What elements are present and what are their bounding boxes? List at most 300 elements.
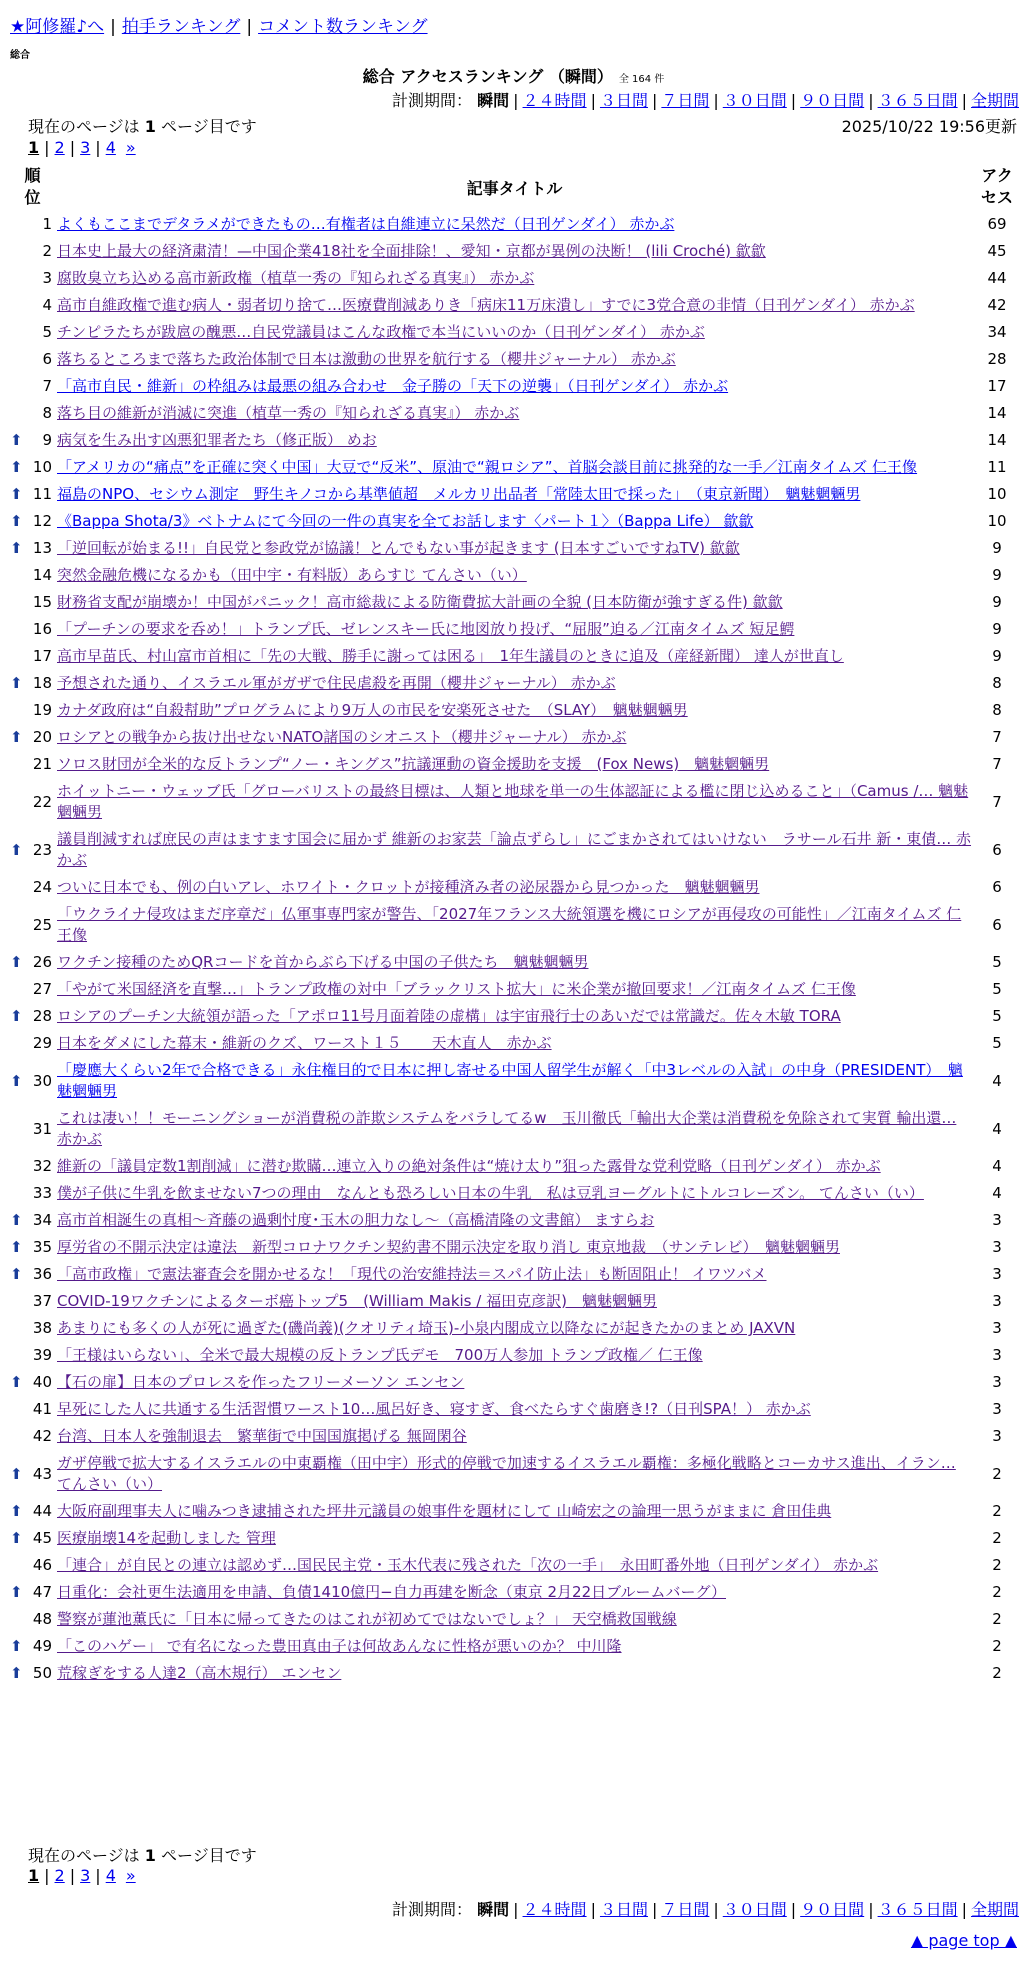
updated-timestamp: 2025/10/22 19:56更新 [841,117,1017,136]
rank-number: 33 [32,1184,52,1202]
article-title-cell [55,643,974,670]
rank-up-icon: ⬆ [10,1071,23,1090]
table-row [10,481,1020,508]
pager-separator: | [44,1866,50,1885]
pager-page-4[interactable]: 4 [105,1866,116,1885]
table-row [10,778,1020,826]
ranking-table [10,163,1020,1687]
table-row [10,1552,1020,1579]
period-90d[interactable]: ９０日間 [800,1900,865,1919]
rank-number: 12 [32,512,52,530]
pager-next[interactable]: » [125,1866,136,1885]
rank-number: 27 [32,980,52,998]
current-page-number: 1 [144,117,156,136]
access-count: 14 [987,431,1007,449]
article-title-link[interactable]: 高市自維政権で進む病人・弱者切り捨て…医療費削減ありき「病床11万床潰し」すでに3党合意の非情（日刊ゲンダイ） 赤かぶ [57,296,915,314]
article-title-link[interactable]: よくもここまでデタラメができたもの…有権者は自維連立に呆然だ（日刊ゲンダイ） 赤かぶ [57,215,675,233]
article-title-link[interactable]: 僕が子供に牛乳を飲ませない7つの理由 なんとも恐ろしい日本の牛乳 私は豆乳ヨーグルトにトルコレーズン。 てんさい（い） [57,1184,924,1202]
table-row [10,616,1020,643]
article-title-cell [55,670,974,697]
article-title-link[interactable]: 財務省支配が崩壊か！中国がパニック！高市総裁による防衛費拡大計画の全貌 (日本防衛が強すぎる件) 歙歙 [57,593,783,611]
article-title-link[interactable]: 「ウクライナ侵攻はまだ序章だ」仏軍事専門家が警告、「2027年フランス大統領選を機にロシアが再侵攻の可能性」／江南タイムズ 仁王像 [57,905,962,944]
access-count: 9 [992,593,1002,611]
access-count: 9 [992,647,1002,665]
article-title-link[interactable]: ロシアとの戦争から抜け出せないNATO諸国のシオニスト（櫻井ジャーナル） 赤かぶ [57,728,627,746]
rank-up-icon: ⬆ [10,1529,23,1547]
access-count: 2 [992,1610,1002,1628]
access-count: 3 [992,1292,1002,1310]
article-title-cell [55,1105,974,1153]
pager-separator: | [44,138,50,157]
article-title-cell [55,589,974,616]
access-count: 45 [987,242,1007,260]
article-title-link[interactable]: 「高市政権」で憲法審査会を開かせるな！「現代の治安維持法＝スパイ防止法」も断固阻止！ イワツバメ [57,1265,767,1283]
access-count: 6 [992,915,1002,934]
rank-number: 28 [32,1007,52,1025]
period-separator: | [713,1900,719,1919]
period-all[interactable]: 全期間 [970,91,1019,110]
access-count: 2 [992,1583,1002,1601]
rank-number: 26 [32,953,52,971]
period-3d[interactable]: ３日間 [599,91,648,110]
rank-up-icon [10,1552,28,1579]
table-row [10,751,1020,778]
article-title-link[interactable]: 荒稼ぎをする人達2（高木規行） エンセン [57,1664,342,1682]
article-title-link[interactable]: 《Bappa Shota/3》ベトナムにて今回の一件の真実を全てお話します〈パート１〉（Bappa Life） 歙歙 [57,512,754,530]
access-count: 5 [992,980,1002,998]
access-count: 3 [992,1211,1002,1229]
rank-up-icon [10,319,28,346]
table-row [10,1369,1020,1396]
period-separator: | [651,1900,658,1919]
rank-up-icon [10,589,28,616]
article-title-link[interactable]: 「連合」が自民との連立は認めず…国民民主党・玉木代表に残された「次の一手」 永田町番外地（日刊ゲンダイ） 赤かぶ [57,1556,879,1574]
rank-header-text: 順位 [24,166,41,207]
rank-up-icon [10,346,28,373]
rank-up-icon: ⬆ [10,1583,23,1601]
rank-number: 16 [32,620,52,638]
period-separator: | [651,91,658,110]
rank-up-icon [10,976,28,1003]
article-title-link[interactable]: チンピラたちが跋扈の醜悪…自民党議員はこんな政権で本当にいいのか（日刊ゲンダイ） 赤かぶ [57,323,705,341]
rank-number: 20 [32,728,52,746]
article-title-link[interactable]: 「逆回転が始まる!!」自民党と参政党が協議！とんでもない事が起きます (日本すごいですねTV) 歙歙 [57,539,740,557]
table-row [10,697,1020,724]
article-title-cell [55,1234,974,1261]
rank-up-icon: ⬆ [10,1007,23,1025]
access-count: 7 [992,792,1002,811]
current-page-text: 現在のページは [28,1846,140,1865]
access-count: 5 [992,1007,1002,1025]
article-title-cell [55,1342,974,1369]
rank-up-icon [10,1180,28,1207]
table-header-row [10,163,1020,211]
current-page-indicator [28,114,257,137]
rank-up-icon [10,778,28,826]
access-count: 2 [992,1637,1002,1655]
page-top-link[interactable]: ▲ page top ▲ [910,1931,1017,1950]
pager-page-2[interactable]: 2 [54,138,65,157]
access-count: 10 [987,485,1007,503]
article-title-cell [55,826,974,874]
table-row [10,1261,1020,1288]
article-title-link[interactable]: 「高市自民・維新」の枠組みは最悪の組み合わせ 金子勝の「天下の逆襲」（日刊ゲンダイ） 赤かぶ [57,377,729,395]
access-count: 3 [992,1373,1002,1391]
article-title-link[interactable]: ソロス財団が全米的な反トランプ“ノー・キングス”抗議運動の資金援助を支援 (Fox News) 魑魅魍魎男 [57,755,770,773]
article-title-cell [55,481,974,508]
rank-number: 29 [32,1034,52,1052]
article-title-cell [55,976,974,1003]
top-navigation [10,12,428,37]
period-365d[interactable]: ３６５日間 [877,1900,958,1919]
article-title-cell [55,1003,974,1030]
rank-column-header [10,163,55,211]
rank-up-icon: ⬆ [10,1373,23,1391]
access-count: 2 [992,1464,1002,1483]
rank-number: 32 [32,1157,52,1175]
pager-page-2[interactable]: 2 [54,1866,65,1885]
rank-number: 9 [42,431,52,449]
table-row [10,1525,1020,1552]
rank-up-icon: ⬆ [10,485,23,503]
article-title-link[interactable]: 維新の「議員定数1割削減」に潜む欺瞞…連立入りの絶対条件は“焼け太り”狙った露骨な党利党略（日刊ゲンダイ） 赤かぶ [57,1157,881,1175]
rank-up-icon [10,616,28,643]
rank-number: 50 [32,1664,52,1682]
asura-home-link[interactable]: ★阿修羅♪へ [10,17,105,37]
article-title-cell [55,778,974,826]
rank-up-icon [10,562,28,589]
article-title-link[interactable]: 突然金融危機になるかも（田中宇・有料版）あらすじ てんさい（い） [57,566,527,584]
rank-up-icon: ⬆ [10,1265,23,1283]
table-row [10,976,1020,1003]
pager-page-3[interactable]: 3 [80,138,91,157]
rank-number: 4 [42,296,52,314]
rank-number: 15 [32,593,52,611]
article-title-link[interactable]: 病気を生み出す凶悪犯罪者たち（修正版） めお [57,431,377,449]
pager-separator: | [69,1866,76,1885]
article-title-cell [55,901,974,949]
rank-number: 21 [32,755,52,773]
table-row [10,874,1020,901]
article-title-link[interactable]: ワクチン接種のためQRコードを首からぶら下げる中国の子供たち 魑魅魍魎男 [57,953,589,971]
access-count: 34 [987,323,1007,341]
article-title-link[interactable]: 「アメリカの“痛点”を正確に突く中国」大豆で“反米”、原油で“親ロシア”、首脳会談目前に挑発的な一手／江南タイムズ 仁王像 [57,458,918,476]
rank-up-icon: ⬆ [10,1664,23,1682]
table-row [10,589,1020,616]
rank-number: 13 [32,539,52,557]
article-title-cell [55,265,974,292]
access-count: 3 [992,1265,1002,1283]
rank-number: 44 [32,1502,52,1520]
period-current: 瞬間 [477,91,510,110]
rank-up-icon [10,1606,28,1633]
article-title-link[interactable]: 【石の扉】日本のプロレスを作ったフリーメーソン エンセン [57,1373,465,1391]
table-row [10,1498,1020,1525]
period-label: 計測期間： [392,91,473,110]
access-count: 2 [992,1529,1002,1547]
table-row [10,1057,1020,1105]
rank-number: 35 [32,1238,52,1256]
period-3d[interactable]: ３日間 [599,1900,648,1919]
table-row [10,238,1020,265]
article-title-cell [55,427,974,454]
rank-up-icon [10,1315,28,1342]
table-row [10,1606,1020,1633]
period-365d[interactable]: ３６５日間 [877,91,958,110]
rank-number: 39 [32,1346,52,1364]
comment-ranking-link[interactable]: コメント数ランキング [258,17,428,37]
table-row [10,670,1020,697]
rank-up-icon: ⬆ [10,458,23,476]
article-title-cell [55,874,974,901]
access-count: 6 [992,840,1002,859]
pager-bottom [28,1866,136,1885]
table-row [10,1003,1020,1030]
rank-number: 36 [32,1265,52,1283]
rank-up-icon: ⬆ [10,1502,23,1520]
article-title-cell [55,292,974,319]
article-title-link[interactable]: 厚労省の不開示決定は違法 新型コロナワクチン契約書不開示決定を取り消し 東京地裁 （サンテレビ） 魑魅魍魎男 [57,1238,840,1256]
access-count: 9 [992,620,1002,638]
period-separator: | [868,1900,874,1919]
rank-number: 41 [32,1400,52,1418]
table-row [10,292,1020,319]
rank-up-icon: ⬆ [10,953,23,971]
article-title-cell [55,535,974,562]
access-count: 11 [987,458,1007,476]
table-row [10,346,1020,373]
access-count: 4 [992,1071,1002,1090]
article-title-cell [55,1396,974,1423]
article-title-link[interactable]: 高市早苗氏、村山富市首相に「先の大戦、勝手に謝っては困る」 1年生議員のときに追及（産経新聞） 達人が世直し [57,647,844,665]
access-count: 7 [992,728,1002,746]
period-separator: | [868,91,874,110]
article-title-cell [55,724,974,751]
access-count: 14 [987,404,1007,422]
rank-number: 40 [32,1373,52,1391]
period-30d[interactable]: ３０日間 [722,1900,787,1919]
article-title-link[interactable]: 議員削減すれば庶民の声はますます国会に届かず 維新のお家芸「論点ずらし」にごまかされてはいけない ラサール石井 新・東債… 赤かぶ [57,830,972,869]
rank-up-icon [10,292,28,319]
article-title-link[interactable]: カナダ政府は“自殺幇助”プログラムにより9万人の市民を安楽死させた （SLAY） 魑魅魍魎男 [57,701,688,719]
rank-up-icon [10,874,28,901]
period-7d[interactable]: ７日間 [661,1900,710,1919]
article-title-link[interactable]: 腐敗臭立ち込める高市新政権（植草一秀の『知られざる真実』） 赤かぶ [57,269,535,287]
article-title-link[interactable]: 警察が蓮池薫氏に「日本に帰ってきたのはこれが初めてではないでしょ？」 天空橋救国戦線 [57,1610,677,1628]
rank-up-icon [10,1423,28,1450]
current-page-text: 現在のページは [28,117,140,136]
article-title-link[interactable]: 福島のNPO、セシウム測定 野生キノコから基準値超 メルカリ出品者「常陸太田で採った」 （東京新聞） 魑魅魍魎男 [57,485,861,503]
access-count: 69 [987,215,1007,233]
access-count: 6 [992,878,1002,896]
rank-number: 5 [42,323,52,341]
article-title-link[interactable]: 医療崩壊14を起動しました 管理 [57,1529,276,1547]
rank-number: 45 [32,1529,52,1547]
article-title-link[interactable]: これは凄い！！モーニングショーが消費税の詐欺システムをバラしてるw 玉川徹氏「輸出大企業は消費税を免除されて実質 輸出還… 赤かぶ [57,1109,957,1148]
article-title-cell [55,1315,974,1342]
rank-number: 38 [32,1319,52,1337]
rank-up-icon [10,373,28,400]
rank-number: 3 [42,269,52,287]
period-24h[interactable]: ２４時間 [522,1900,587,1919]
period-all[interactable]: 全期間 [970,1900,1019,1919]
article-title-link[interactable]: 落ちるところまで落ちた政治体制で日本は激動の世界を航行する（櫻井ジャーナル） 赤かぶ [57,350,676,368]
table-row [10,1660,1020,1687]
article-title-link[interactable]: COVID-19ワクチンによるターボ癌トップ5 (William Makis / 福田克彦訳) 魑魅魍魎男 [57,1292,657,1310]
article-title-cell [55,238,974,265]
article-title-link[interactable]: 台湾、日本人を強制退去 繁華街で中国国旗掲げる 無岡閑谷 [57,1427,467,1445]
rank-up-icon: ⬆ [10,728,23,746]
total-count: 全 164 件 [618,74,665,85]
pager-next[interactable]: » [125,138,136,157]
rank-up-icon [10,1288,28,1315]
rank-up-icon [10,901,28,949]
rank-number: 48 [32,1610,52,1628]
period-separator: | [961,1900,967,1919]
rank-up-icon [10,1396,28,1423]
article-title-link[interactable]: 早死にした人に共通する生活習慣ワースト10…風呂好き、寝すぎ、食べたらすぐ歯磨き!?（日刊SPA！） 赤かぶ [57,1400,811,1418]
page-title [0,64,1027,87]
rank-number: 14 [32,566,52,584]
article-title-cell [55,211,974,238]
article-title-link[interactable]: 日重化：会社更生法適用を申請、負債1410億円−自力再建を断念（東京 2月22日ブルームバーグ） [57,1583,726,1601]
rank-up-icon [10,1030,28,1057]
access-count: 42 [987,296,1007,314]
rank-up-icon: ⬆ [10,1464,23,1483]
rank-up-icon [10,265,28,292]
article-title-cell [55,373,974,400]
article-title-cell [55,697,974,724]
access-header-text: アクセス [980,166,1013,207]
rank-up-icon: ⬆ [10,1238,23,1256]
rank-up-icon: ⬆ [10,1637,23,1655]
article-title-link[interactable]: 「王様はいらない」、全米で最大規模の反トランプ氏デモ 700万人参加 トランプ政権／ 仁王像 [57,1346,703,1364]
table-row [10,826,1020,874]
article-title-link[interactable]: 「プーチンの要求を呑め！」トランプ氏、ゼレンスキー氏に地図放り投げ、“屈服”迫る／江南タイムズ 短足鰐 [57,620,795,638]
rank-number: 34 [32,1211,52,1229]
access-count: 9 [992,539,1002,557]
table-row [10,211,1020,238]
pager-top [28,138,136,157]
rank-number: 23 [32,840,52,859]
article-title-link[interactable]: 「慶應大くらい2年で合格できる」永住権目的で日本に押し寄せる中国人留学生が解く「中3レベルの入試」の中身（PRESIDENT） 魑魅魍魎男 [57,1061,963,1100]
pager-page-4[interactable]: 4 [105,138,116,157]
table-row [10,1207,1020,1234]
article-title-cell [55,1288,974,1315]
article-title-cell [55,1030,974,1057]
pager-separator: | [95,138,101,157]
table-row [10,508,1020,535]
article-title-cell [55,1660,974,1687]
title-column-header: 記事タイトル [466,178,563,198]
access-count: 4 [992,1184,1002,1202]
period-separator: | [961,91,967,110]
article-title-link[interactable]: 落ち目の維新が消滅に突進（植草一秀の『知られざる真実』） 赤かぶ [57,404,520,422]
hakushu-ranking-link[interactable]: 拍手ランキング [121,17,241,37]
period-current: 瞬間 [477,1900,510,1919]
rank-number: 11 [32,485,52,503]
rank-up-icon: ⬆ [10,539,23,557]
article-title-link[interactable]: あまりにも多くの人が死に過ぎた(磯尚義)(クオリティ埼玉)-小泉内閣成立以降なにが起きたかのまとめ JAXVN [57,1319,796,1337]
access-column-header [974,163,1020,211]
table-row [10,427,1020,454]
table-row [10,1105,1020,1153]
pager-page-3[interactable]: 3 [80,1866,91,1885]
current-page-suffix: ページ目です [161,117,257,136]
access-count: 5 [992,1034,1002,1052]
period-separator: | [713,91,719,110]
table-row [10,373,1020,400]
period-separator: | [590,91,596,110]
period-7d[interactable]: ７日間 [661,91,710,110]
access-count: 2 [992,1664,1002,1682]
table-row [10,535,1020,562]
article-title-link[interactable]: ガザ停戦で拡大するイスラエルの中東覇権（田中宇）形式的停戦で加速するイスラエル覇権：多極化戦略とコーカサス進出、イラン… てんさい（い） [57,1454,956,1493]
access-count: 3 [992,1346,1002,1364]
rank-number: 7 [42,377,52,395]
rank-number: 17 [32,647,52,665]
table-row [10,1450,1020,1498]
table-row [10,562,1020,589]
table-row [10,1180,1020,1207]
period-30d[interactable]: ３０日間 [722,91,787,110]
table-row [10,400,1020,427]
article-title-link[interactable]: 「やがて米国経済を直撃…」トランプ政権の対中「ブラックリスト拡大」に米企業が撤回要求！／江南タイムズ 仁王像 [57,980,856,998]
rank-number: 46 [32,1556,52,1574]
article-title-link[interactable]: ホイットニー・ウェッブ氏「グローバリストの最終目標は、人類と地球を単一の生体認証による檻に閉じ込めること」（Camus /… 魑魅魍魎男 [57,782,969,821]
pager-current: 1 [28,138,40,157]
article-title-cell [55,1057,974,1105]
rank-number: 30 [32,1071,52,1090]
article-title-link[interactable]: 大阪府副理事夫人に噛みつき逮捕された坪井元議員の娘事件を題材にして 山崎宏之の論理一思うがままに 倉田佳典 [57,1502,832,1520]
access-count: 3 [992,1400,1002,1418]
access-count: 7 [992,755,1002,773]
article-title-link[interactable]: 日本をダメにした幕末・維新のクズ、ワースト１５ 天木直人 赤かぶ [57,1034,552,1052]
period-24h[interactable]: ２４時間 [522,91,587,110]
rank-up-icon [10,1105,28,1153]
table-row [10,454,1020,481]
period-separator: | [513,91,519,110]
rank-up-icon: ⬆ [10,512,23,530]
access-count: 28 [987,350,1007,368]
article-title-cell [55,454,974,481]
rank-up-icon [10,400,28,427]
article-title-cell [55,319,974,346]
article-title-link[interactable]: ついに日本でも、例の白いアレ、ホワイト・クロットが接種済み者の泌尿器から見つかった 魑魅魍魎男 [57,878,760,896]
article-title-cell [55,616,974,643]
table-row [10,949,1020,976]
access-count: 4 [992,1119,1002,1138]
period-90d[interactable]: ９０日間 [800,91,865,110]
article-title-link[interactable]: ロシアのプーチン大統領が語った「アポロ11号月面着陸の虚構」は宇宙飛行士のあいだでは常識だ。佐々木敏 TORA [57,1007,841,1025]
table-row [10,643,1020,670]
article-title-link[interactable]: 「このハゲー」 で有名になった豊田真由子は何故あんなに性格が悪いのか？ 中川隆 [57,1637,622,1655]
article-title-cell [55,400,974,427]
article-title-cell [55,1153,974,1180]
article-title-link[interactable]: 予想された通り、イスラエル軍がガザで住民虐殺を再開（櫻井ジャーナル） 赤かぶ [57,674,616,692]
rank-up-icon [10,751,28,778]
article-title-link[interactable]: 日本史上最大の経済粛清！—中国企業418社を全面排除！、愛知・京都が異例の決断！ (lili Croché) 歙歙 [57,242,766,260]
article-title-cell [55,346,974,373]
table-row [10,1234,1020,1261]
access-count: 3 [992,1427,1002,1445]
period-separator: | [790,1900,797,1919]
article-title-cell [55,751,974,778]
article-title-link[interactable]: 高市首相誕生の真相〜斉藤の過剰忖度･玉木の胆力なし〜（高橋清隆の文書館） ますらお [57,1211,655,1229]
access-count: 44 [987,269,1007,287]
ranking-table-body [10,211,1020,1687]
rank-number: 1 [42,215,52,233]
